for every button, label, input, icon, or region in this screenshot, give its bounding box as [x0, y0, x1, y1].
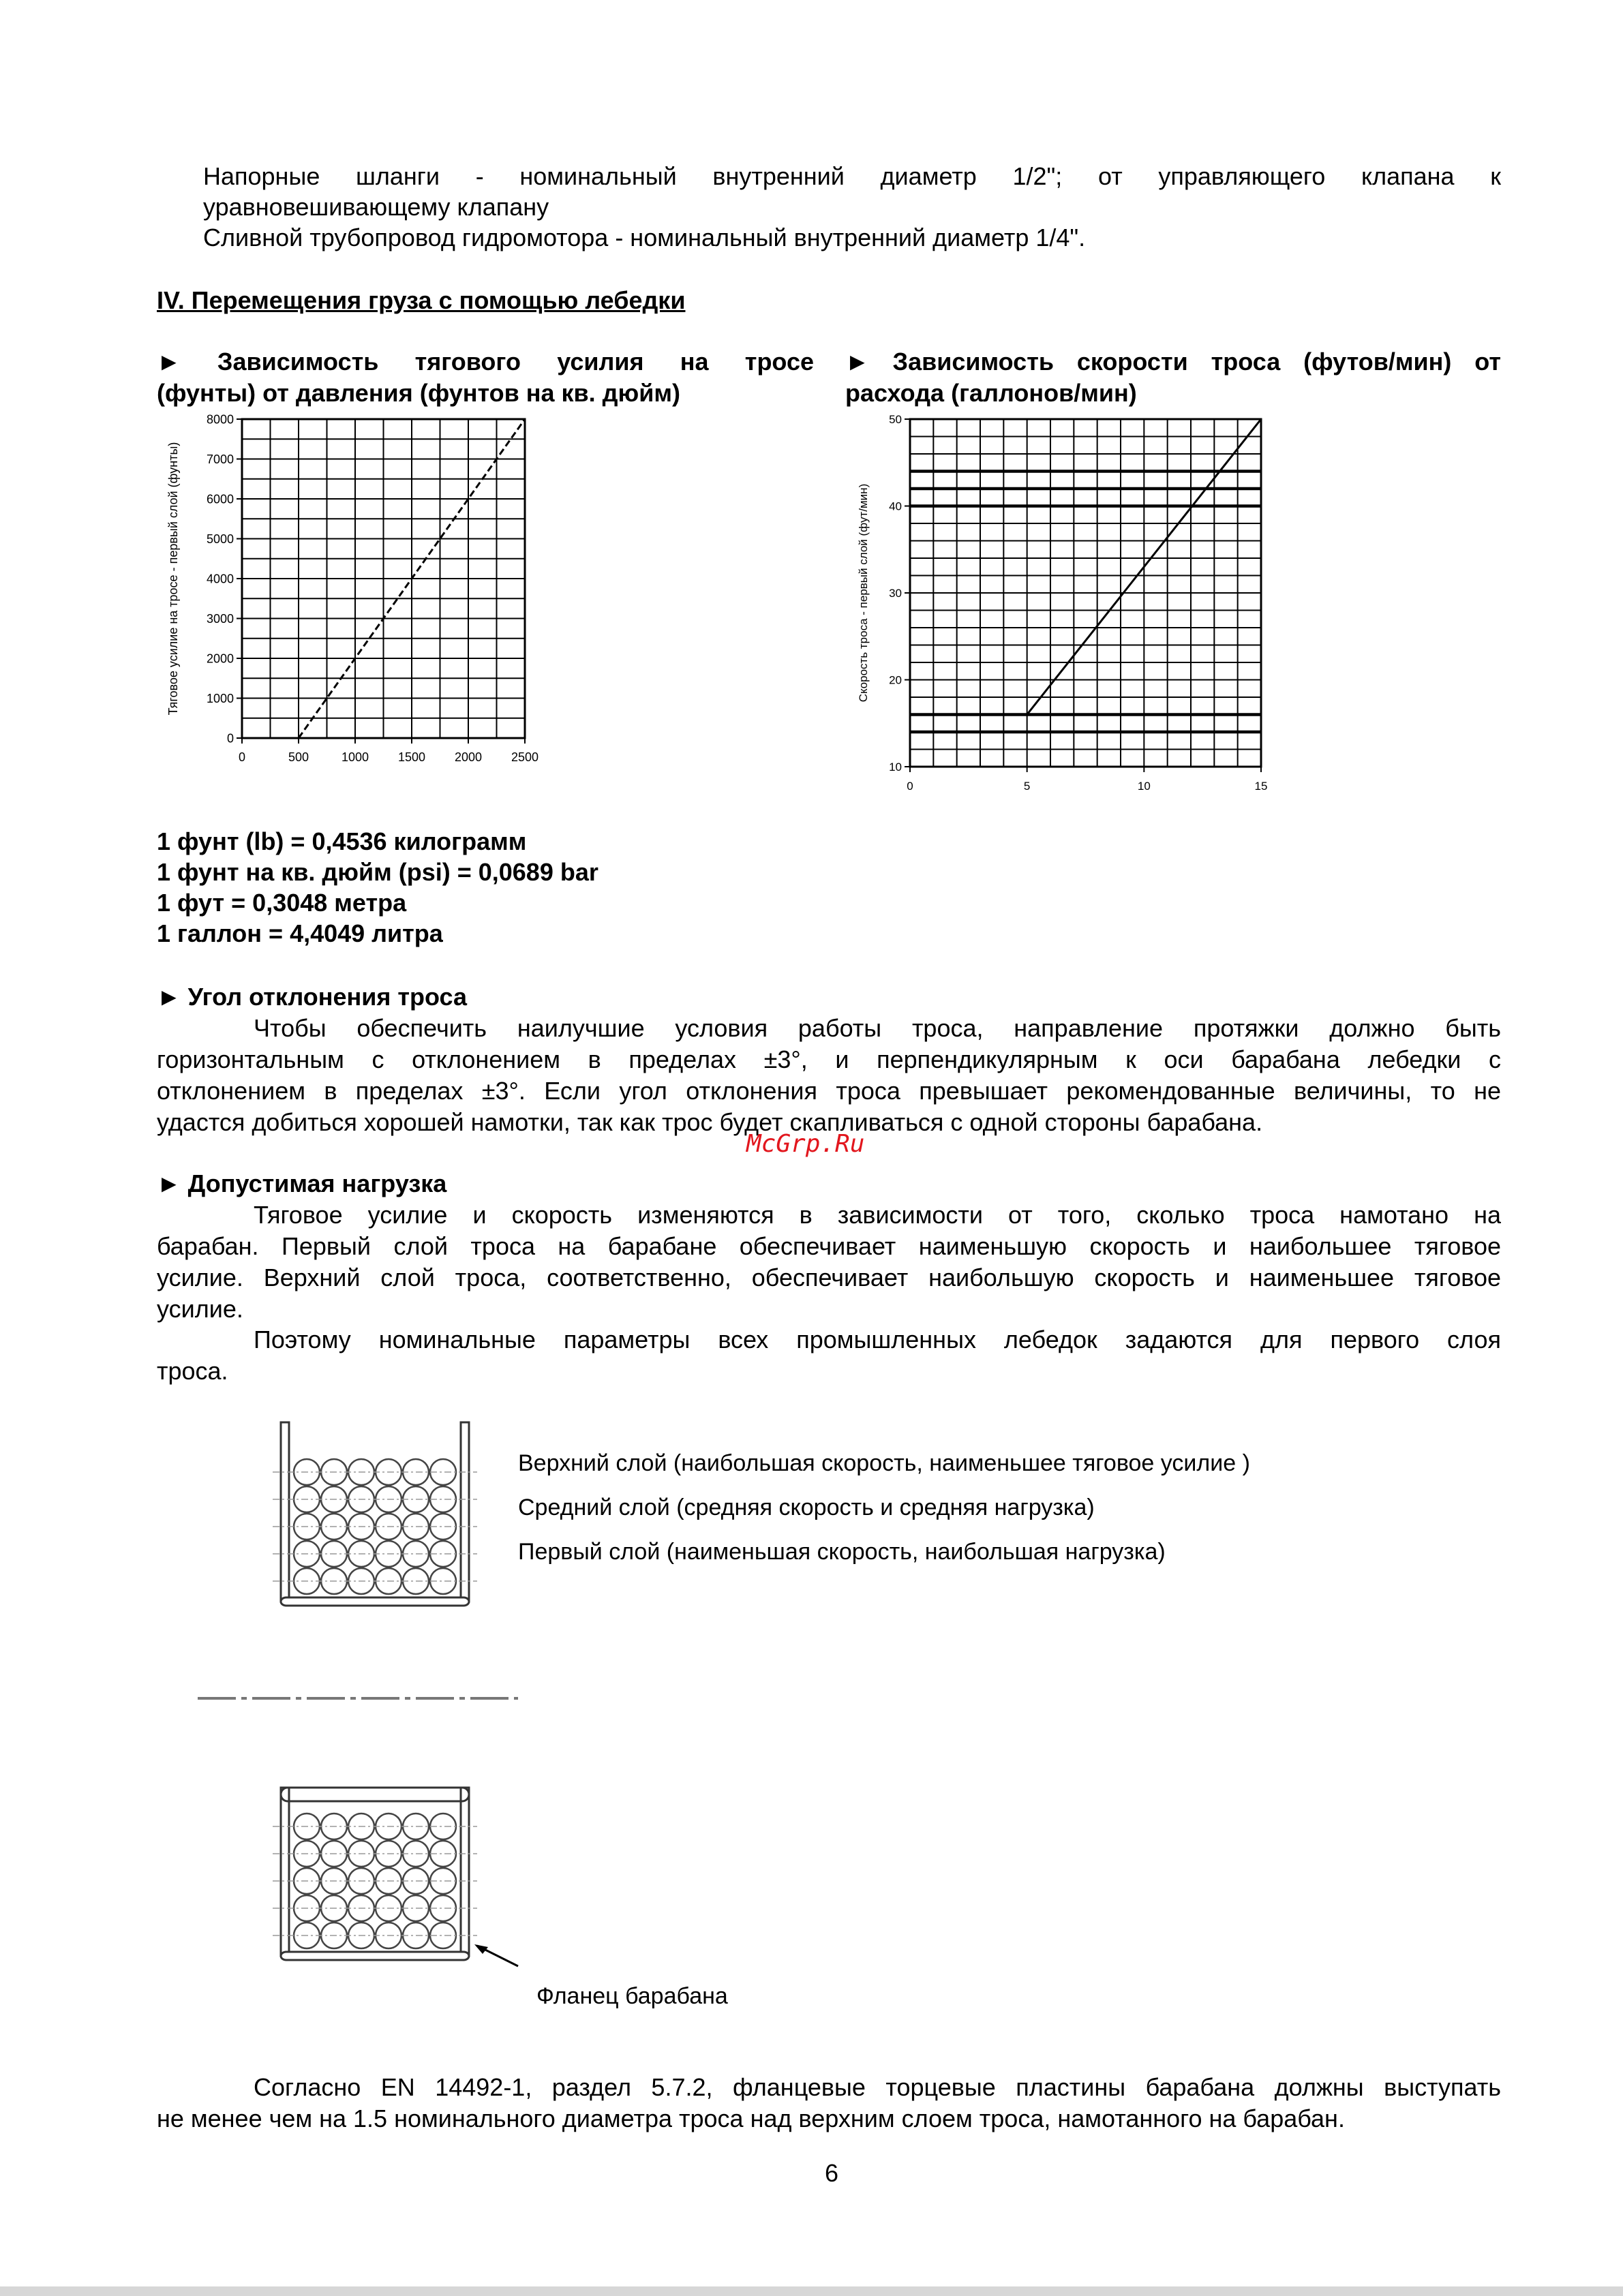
- rope-angle-text-line: отклонением в пределах ±3°. Если угол отклонения троса превышает рекомендованные величины, то не: [157, 1077, 1501, 1105]
- conversion-psi: 1 фунт на кв. дюйм (psi) = 0,0689 bar: [157, 858, 598, 886]
- drum-flange: [281, 1422, 289, 1602]
- pull-vs-pressure-chart: [157, 409, 566, 777]
- y-tick-label: 6000: [206, 492, 234, 506]
- x-tick-label: 15: [1254, 780, 1268, 793]
- right-chart-heading: расхода (галлонов/мин): [845, 379, 1137, 407]
- x-tick-label: 10: [1137, 780, 1151, 793]
- x-tick-label: 0: [238, 750, 246, 764]
- drum-axis-line: [198, 1694, 525, 1703]
- load-text-line: Тяговое усилие и скорость изменяются в зависимости от того, сколько троса намотано на: [254, 1201, 1501, 1229]
- page-number: 6: [824, 2159, 839, 2187]
- standard-text-line: Согласно EN 14492-1, раздел 5.7.2, фланцевые торцевые пластины барабана должны выступать: [254, 2073, 1501, 2101]
- y-tick-label: 30: [889, 586, 902, 600]
- load-text-line: усилие.: [157, 1295, 243, 1323]
- middle-layer-label: Средний слой (средняя скорость и средняя нагрузка): [518, 1495, 1095, 1520]
- y-tick-label: 10: [889, 760, 902, 774]
- y-tick-label: 3000: [206, 611, 234, 626]
- x-tick-label: 1000: [341, 750, 369, 764]
- flange-pointer-arrowhead: [474, 1944, 488, 1954]
- left-chart-heading: ► Зависимость тягового усилия на тросе: [157, 348, 814, 376]
- rope-angle-text-line: горизонтальным с отклонением в пределах ±3°, и перпендикулярным к оси барабана лебедки с: [157, 1045, 1501, 1073]
- drum-flange: [461, 1422, 469, 1602]
- load-text-line: троса.: [157, 1357, 228, 1385]
- y-tick-label: 1000: [206, 691, 234, 705]
- y-tick-label: 7000: [206, 452, 234, 466]
- load-text-line: барабан. Первый слой троса на барабане обеспечивает наименьшую скорость и наибольшее тяговое: [157, 1232, 1501, 1260]
- drain-line-text: Сливной трубопровод гидромотора - номинальный внутренний диаметр 1/4".: [203, 224, 1086, 251]
- x-tick-label: 500: [288, 750, 309, 764]
- y-tick-label: 40: [889, 500, 902, 513]
- drum-flange-label: Фланец барабана: [536, 1983, 728, 2009]
- first-layer-drum-illustration: [273, 1775, 518, 1980]
- x-tick-label: 0: [907, 780, 913, 793]
- y-tick-label: 2000: [206, 652, 234, 666]
- watermark: McGrp.Ru: [746, 1130, 865, 1158]
- full-drum-illustration: [273, 1421, 491, 1625]
- rope-angle-text-line: Чтобы обеспечить наилучшие условия работы троса, направление протяжки должно быть: [254, 1014, 1501, 1042]
- x-tick-label: 5: [1023, 780, 1031, 793]
- rope-angle-heading: ► Угол отклонения троса: [157, 983, 467, 1011]
- y-tick-label: 4000: [206, 572, 234, 586]
- y-axis-label: Тяговое усилие на тросе - первый слой (фунты): [166, 442, 180, 716]
- rope-angle-text-line: удастся добиться хорошей намотки, так как трос будет скапливаться с одной стороны барабана.: [157, 1108, 1263, 1136]
- x-tick-label: 2000: [454, 750, 483, 764]
- load-heading: ► Допустимая нагрузка: [157, 1169, 447, 1197]
- load-text-line: усилие. Верхний слой троса, соответственно, обеспечивает наибольшую скорость и наименьшее тяговое: [157, 1264, 1501, 1291]
- drum-flange: [461, 1788, 469, 1956]
- conversion-ft: 1 фут = 0,3048 метра: [157, 889, 407, 917]
- load-text-line: Поэтому номинальные параметры всех промышленных лебедок задаются для первого слоя: [254, 1326, 1501, 1353]
- first-layer-label: Первый слой (наименьшая скорость, наибольшая нагрузка): [518, 1539, 1166, 1565]
- speed-vs-flow-chart: [852, 409, 1288, 791]
- left-chart-heading: (фунты) от давления (фунтов на кв. дюйм): [157, 379, 681, 407]
- section-heading: IV. Перемещения груза с помощью лебедки: [157, 286, 686, 314]
- drum-flange: [281, 1788, 289, 1956]
- right-chart-heading: ► Зависимость скорости троса (футов/мин) от: [845, 348, 1501, 376]
- y-tick-label: 0: [226, 731, 234, 746]
- y-tick-label: 8000: [206, 412, 234, 427]
- page-bottom-band: [0, 2286, 1623, 2296]
- y-tick-label: 20: [889, 673, 902, 687]
- top-layer-label: Верхний слой (наибольшая скорость, наименьшее тяговое усилие ): [518, 1450, 1250, 1476]
- y-axis-label: Скорость троса - первый слой (фут/мин): [857, 483, 870, 703]
- drum-core: [281, 1952, 469, 1960]
- hose-text-line: Напорные шланги - номинальный внутренний диаметр 1/2"; от управляющего клапана к: [203, 162, 1501, 190]
- y-tick-label: 50: [889, 412, 902, 426]
- conversion-gal: 1 галлон = 4,4049 литра: [157, 919, 443, 947]
- standard-text-line: не менее чем на 1.5 номинального диаметра троса над верхним слоем троса, намотанного на барабан.: [157, 2104, 1345, 2132]
- x-tick-label: 2500: [511, 750, 539, 764]
- conversion-lb: 1 фунт (lb) = 0,4536 килограмм: [157, 827, 527, 855]
- y-tick-label: 5000: [206, 532, 234, 546]
- drum-flange-top: [281, 1788, 469, 1801]
- x-tick-label: 1500: [397, 750, 426, 764]
- hose-text-line: уравновешивающему клапану: [203, 193, 549, 221]
- drum-core: [281, 1597, 469, 1606]
